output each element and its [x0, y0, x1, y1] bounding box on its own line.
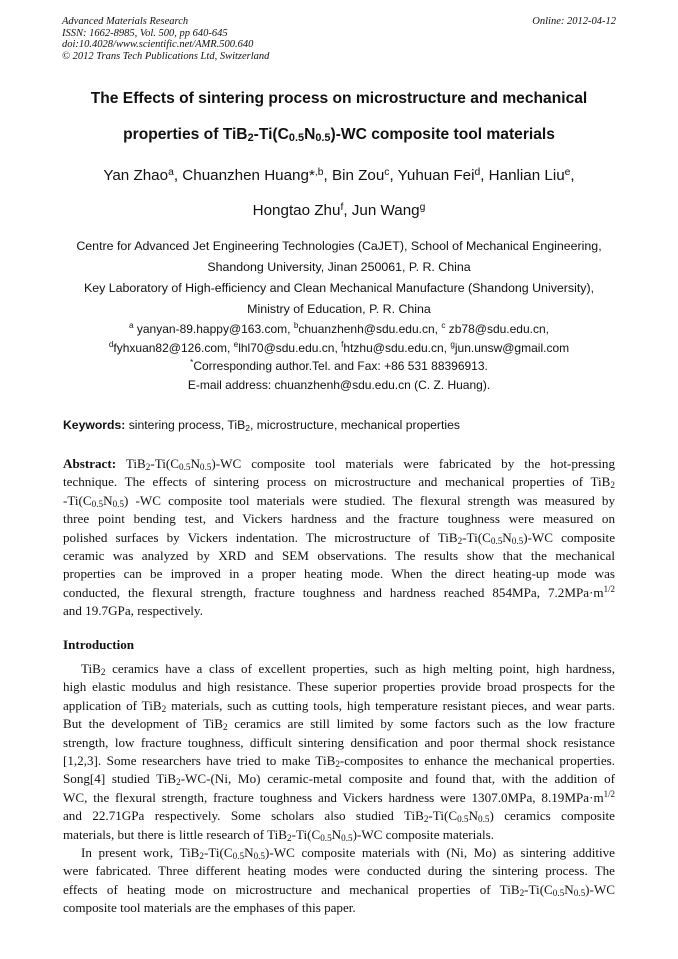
author-list-line1: Yan Zhao$^a$, Chuanzhen Huang*$^{,b}$, Bin Zou$^c$, Yuhuan Fei$^d$, Hanlian Liu$^e$, — [103, 167, 575, 184]
copyright: © 2012 Trans Tech Publications Ltd, Switzerland — [62, 50, 270, 62]
corresponding-author: Corresponding author.Tel. and Fax: +86 531 88396913. — [193, 359, 488, 373]
doi: doi:10.4028/www.scientific.net/AMR.500.640 — [62, 39, 254, 50]
introduction-body: TiB$_2$ ceramics have a class of excellent properties, such as high melting point, high hardness, high elastic modulus and high resistance. These superior properties provide broad prospects for the application of TiB$_2$ materials, such as cutting tools, high temperature resistant pieces, and wear parts. But the development of TiB$_2$ ceramics are still limited by some factors such as the low fracture strength, low fracture toughness, difficult sintering densification and poor thermal shock resistance [1,2,3]. Some researchers have tried to make TiB$_2$-composites to enhance the mechanical properties. Song[4] studied TiB$_2$-WC-(Ni, Mo) ceramic-metal composite and found that, with the addition of WC, the flexural strength, fracture toughness and Vickers hardness were 1307.0MPa, $8.19MPa\cdot m^{1/2}$ and 22.71GPa respectively. Some scholars also studied $TiB_2-Ti(C_{0.5}N_{0.5})$ ceramics composite materials, but there is little research of $TiB_2-Ti(C_{0.5}N_{0.5})-WC$ composite materials. In present work, $TiB_2-Ti(C_{0.5}N_{0.5})-WC$ composite materials with (Ni, Mo) as sintering additive were fabricated. Three different heating modes were conducted during the sintering process. The effects of heating mode on microstructure and mechanical properties of $TiB_2-Ti(C_{0.5}N_{0.5})-WC$ composite tool materials are the emphases of this paper. — [63, 661, 615, 916]
online-date: Online: 2012-04-12 — [532, 16, 616, 27]
author-list-line2: Hongtao Zhu$^f$, Jun Wang$^g$ — [252, 202, 426, 219]
journal-name: Advanced Materials Research — [62, 16, 189, 27]
issn: ISSN: 1662-8985, Vol. 500, pp 640-645 — [62, 27, 228, 39]
email-list: $^a$ yanyan-89.happy@163.com, $^b$chuanzhenh@sdu.edu.cn, $^c$ zb78@sdu.edu.cn, $^d$fyhxuan82@126.com, $^e$lhl70@sdu.edu.cn, $^f$htzhu@sdu.edu.cn, $^g$jun.unsw@gmail.com *Corresponding author.Tel. and Fax: +86 531 88396913. E-mail address: chuanzhenh@sdu.edu.cn (C. Z. Huang). — [40, 320, 638, 394]
keywords: Keywords: sintering process, TiB$_2$, microstructure, mechanical properties — [63, 418, 460, 433]
abstract: Abstract: $TiB_2-Ti(C_{0.5}N_{0.5})-WC$ composite tool materials were fabricated by the hot-pressing technique. The effects of sintering process on microstructure and mechanical properties of TiB$_2$ $-Ti(C_{0.5}N_{0.5})$ -WC composite tool materials were studied. The flexural strength was measured by three point bending test, and Vickers hardness and the fracture toughness were measured on polished surfaces by Vickers indentation. The microstructure of $TiB_2-Ti(C_{0.5}N_{0.5})-WC$ composite ceramic was analyzed by XRD and SEM observations. The results show that the mechanical properties can be improved in a proper heating mode. When the direct heating-up mode was conducted, the flexural strength, fracture toughness and hardness reached 854MPa, $7.2MPa\cdot m^{1/2}$ and 19.7GPa, respectively. — [63, 456, 616, 619]
paper-title-line1: The Effects of sintering process on microstructure and mechanical — [90, 90, 588, 107]
affiliation-1: Centre for Advanced Jet Engineering Technologies (CaJET), School of Mechanical Engineering, Shandong University, Jinan 250061, P. R. China — [76, 239, 602, 274]
email-address: E-mail address: chuanzhenh@sdu.edu.cn (C. Z. Huang). — [187, 377, 491, 392]
affiliation-2: Key Laboratory of High-efficiency and Clean Mechanical Manufacture (Shandong University), Ministry of Education, P. R. China — [83, 281, 595, 316]
section-heading-introduction: Introduction — [63, 637, 135, 652]
journal-header — [62, 16, 616, 62]
paper-title-line2: properties of $TiB_2-Ti(C_{0.5}N_{0.5})-WC$ composite tool materials — [123, 126, 555, 144]
